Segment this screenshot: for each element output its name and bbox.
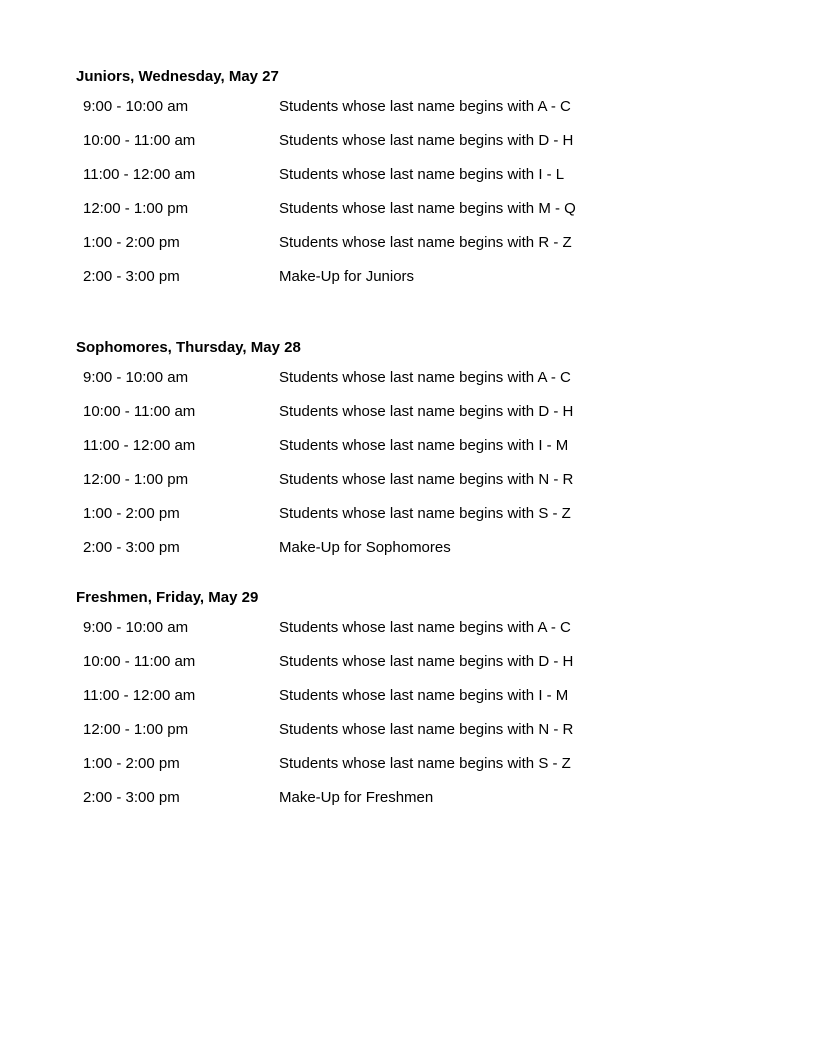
time-slot: 9:00 - 10:00 am <box>83 97 189 115</box>
schedule-row <box>76 644 716 678</box>
slot-description: Students whose last name begins with I - L <box>279 165 565 183</box>
slot-description: Students whose last name begins with S - Z <box>279 504 571 522</box>
schedule-row <box>76 191 716 225</box>
slot-description: Make-Up for Juniors <box>279 267 415 285</box>
slot-description: Students whose last name begins with N - R <box>279 720 574 738</box>
schedule-row <box>76 746 716 780</box>
schedule-row <box>76 610 716 644</box>
time-slot: 12:00 - 1:00 pm <box>83 199 189 217</box>
slot-description: Make-Up for Freshmen <box>279 788 434 806</box>
slot-description: Students whose last name begins with D - H <box>279 402 574 420</box>
schedule-row <box>76 712 716 746</box>
juniors-schedule-section <box>76 68 716 293</box>
schedule-row <box>76 123 716 157</box>
time-slot: 11:00 - 12:00 am <box>83 436 196 454</box>
schedule-rows <box>76 360 716 564</box>
time-slot: 10:00 - 11:00 am <box>83 402 196 420</box>
time-slot: 2:00 - 3:00 pm <box>83 267 180 285</box>
schedule-rows <box>76 610 716 814</box>
time-slot: 11:00 - 12:00 am <box>83 165 196 183</box>
slot-description: Make-Up for Sophomores <box>279 538 451 556</box>
schedule-row <box>76 678 716 712</box>
section-title: Juniors, Wednesday, May 27 <box>76 68 279 85</box>
sophomores-schedule-section <box>76 339 716 564</box>
slot-description: Students whose last name begins with I - M <box>279 436 569 454</box>
slot-description: Students whose last name begins with A - C <box>279 97 571 115</box>
time-slot: 10:00 - 11:00 am <box>83 652 196 670</box>
time-slot: 9:00 - 10:00 am <box>83 368 189 386</box>
slot-description: Students whose last name begins with M - Q <box>279 199 576 217</box>
slot-description: Students whose last name begins with I - M <box>279 686 569 704</box>
slot-description: Students whose last name begins with R - Z <box>279 233 572 251</box>
time-slot: 2:00 - 3:00 pm <box>83 538 180 556</box>
freshmen-schedule-section <box>76 589 716 814</box>
slot-description: Students whose last name begins with A - C <box>279 618 571 636</box>
slot-description: Students whose last name begins with A - C <box>279 368 571 386</box>
time-slot: 12:00 - 1:00 pm <box>83 470 189 488</box>
slot-description: Students whose last name begins with N - R <box>279 470 574 488</box>
time-slot: 1:00 - 2:00 pm <box>83 504 180 522</box>
schedule-row <box>76 462 716 496</box>
schedule-row <box>76 780 716 814</box>
schedule-row <box>76 394 716 428</box>
schedule-row <box>76 530 716 564</box>
schedule-row <box>76 89 716 123</box>
schedule-rows <box>76 89 716 293</box>
slot-description: Students whose last name begins with S - Z <box>279 754 571 772</box>
time-slot: 11:00 - 12:00 am <box>83 686 196 704</box>
schedule-row <box>76 259 716 293</box>
time-slot: 9:00 - 10:00 am <box>83 618 189 636</box>
slot-description: Students whose last name begins with D - H <box>279 131 574 149</box>
schedule-row <box>76 496 716 530</box>
section-title: Freshmen, Friday, May 29 <box>76 589 259 606</box>
schedule-row <box>76 360 716 394</box>
schedule-row <box>76 428 716 462</box>
schedule-row <box>76 225 716 259</box>
time-slot: 12:00 - 1:00 pm <box>83 720 189 738</box>
time-slot: 1:00 - 2:00 pm <box>83 233 180 251</box>
time-slot: 2:00 - 3:00 pm <box>83 788 180 806</box>
section-title: Sophomores, Thursday, May 28 <box>76 339 301 356</box>
schedule-row <box>76 157 716 191</box>
time-slot: 10:00 - 11:00 am <box>83 131 196 149</box>
slot-description: Students whose last name begins with D - H <box>279 652 574 670</box>
time-slot: 1:00 - 2:00 pm <box>83 754 180 772</box>
